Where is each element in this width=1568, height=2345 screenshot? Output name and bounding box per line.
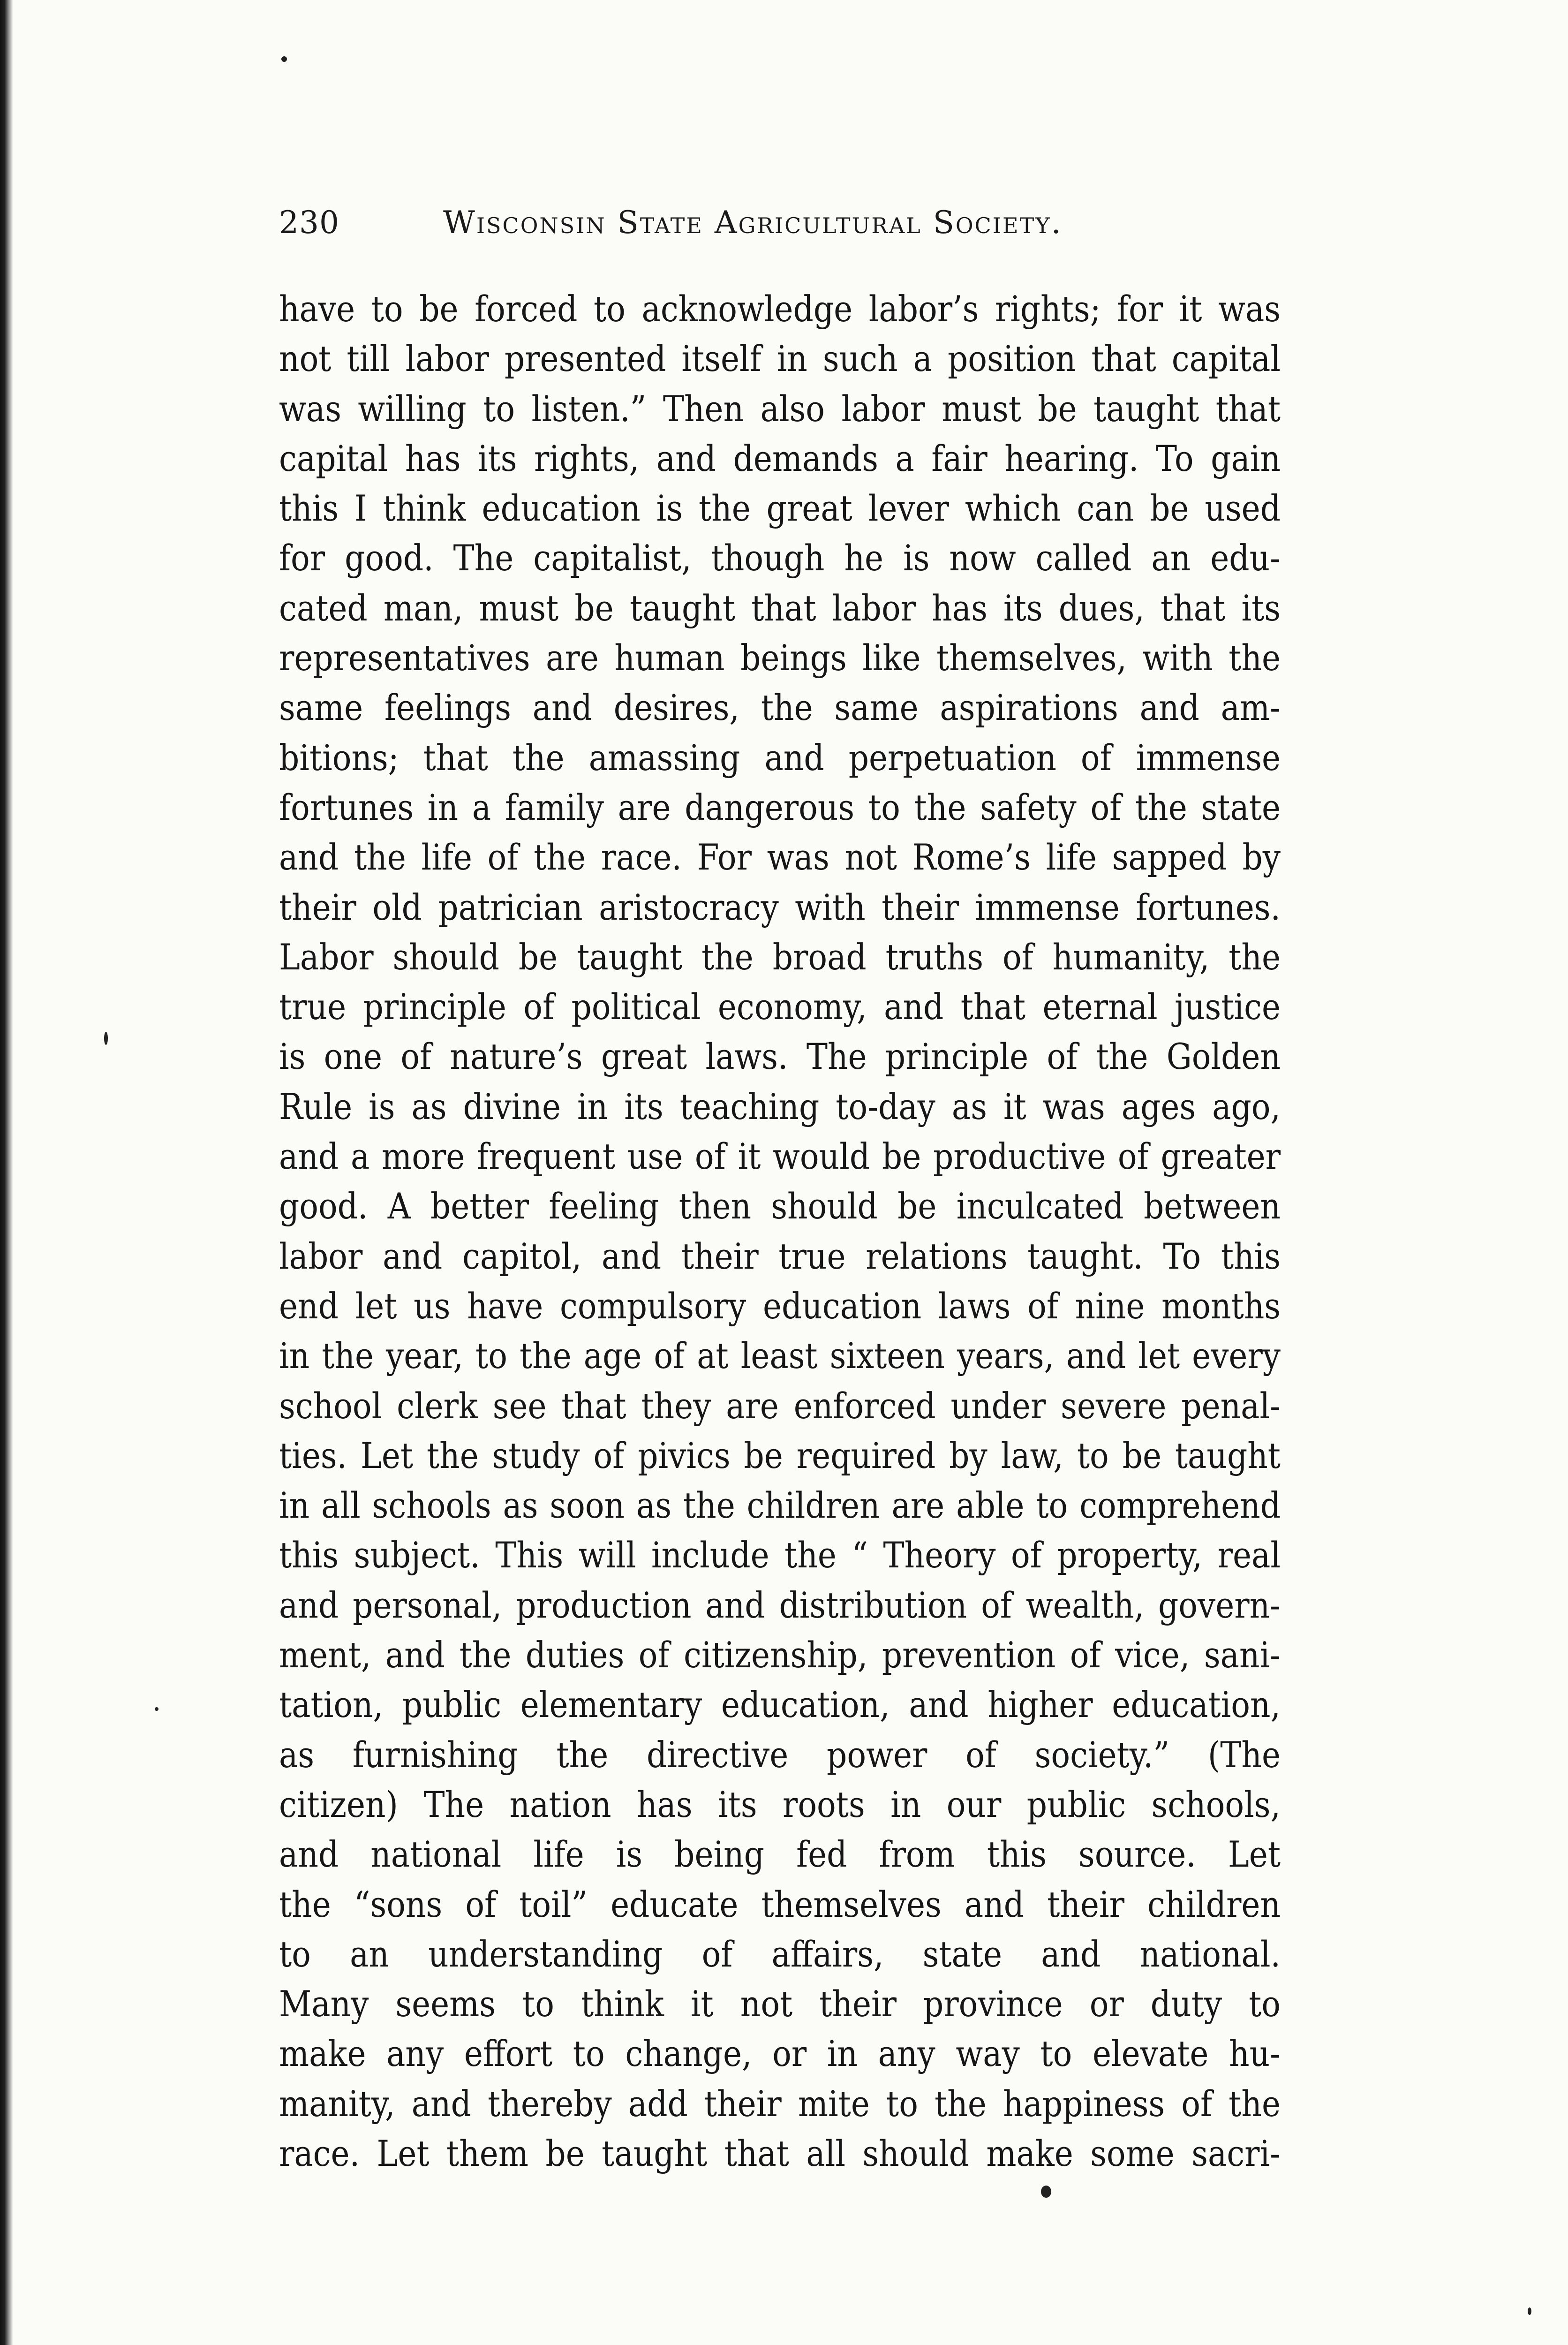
text-line: manity, and thereby add their mite to the happiness of the [279, 2082, 1281, 2125]
running-head: Wisconsin State Agricultural Society. [443, 204, 1063, 241]
ink-speck [155, 1707, 158, 1711]
text-line: Labor should be taught the broad truths of humanity, the [279, 936, 1281, 978]
text-line: in the year, to the age of at least sixteen years, and let every [279, 1335, 1281, 1377]
text-line: this subject. This will include the “ Theory of property, real [279, 1534, 1281, 1576]
text-line: same feelings and desires, the same aspirations and am- [279, 687, 1281, 729]
ink-speck [1041, 2186, 1051, 2198]
page-header [279, 197, 1282, 249]
text-line: have to be forced to acknowledge labor’s rights; for it was [279, 288, 1281, 330]
text-line: and national life is being fed from this source. Let [279, 1833, 1281, 1876]
text-line: not till labor presented itself in such a position that capital [279, 338, 1281, 380]
body-text [279, 284, 1281, 2179]
text-line: to an understanding of affairs, state and national. [279, 1933, 1281, 1975]
text-line: in all schools as soon as the children are able to comprehend [279, 1484, 1281, 1527]
ink-speck [1528, 2307, 1531, 2315]
text-line: fortunes in a family are dangerous to the safety of the state [279, 786, 1281, 828]
text-line: cated man, must be taught that labor has its dues, that its [279, 587, 1281, 629]
text-line: end let us have compulsory education laws of nine months [279, 1285, 1281, 1327]
text-line: good. A better feeling then should be inculcated between [279, 1185, 1281, 1227]
text-line: their old patrician aristocracy with their immense fortunes. [279, 886, 1281, 928]
text-line: Many seems to think it not their province or duty to [279, 1983, 1281, 2025]
text-line: and personal, production and distribution of wealth, govern- [279, 1584, 1281, 1626]
text-line: as furnishing the directive power of society.” (The [279, 1733, 1281, 1776]
text-line: race. Let them be taught that all should make some sacri- [279, 2132, 1281, 2174]
ink-speck [104, 1032, 108, 1045]
text-line: Rule is as divine in its teaching to-day as it was ages ago, [279, 1085, 1281, 1127]
ink-speck [281, 56, 287, 62]
text-line: capital has its rights, and demands a fair hearing. To gain [279, 437, 1281, 479]
text-line: ties. Let the study of pivics be required by law, to be taught [279, 1434, 1281, 1476]
text-line: ment, and the duties of citizenship, prevention of vice, sani- [279, 1634, 1281, 1676]
text-line: representatives are human beings like themselves, with the [279, 637, 1281, 679]
text-line: and the life of the race. For was not Rome’s life sapped by [279, 836, 1281, 878]
text-line: the “sons of toil” educate themselves and their children [279, 1883, 1281, 1925]
page-number: 230 [279, 204, 339, 241]
text-line: labor and capitol, and their true relations taught. To this [279, 1235, 1281, 1277]
text-line: this I think education is the great lever which can be used [279, 487, 1281, 530]
text-line: school clerk see that they are enforced under severe penal- [279, 1384, 1281, 1427]
text-line: tation, public elementary education, and higher education, [279, 1684, 1281, 1726]
text-line: is one of nature’s great laws. The principle of the Golden [279, 1036, 1281, 1078]
text-line: true principle of political economy, and that eternal justice [279, 986, 1281, 1028]
page-edge-left [0, 0, 13, 2345]
text-line: bitions; that the amassing and perpetuation of immense [279, 736, 1281, 779]
text-line: citizen) The nation has its roots in our public schools, [279, 1783, 1281, 1825]
text-line: make any effort to change, or in any way to elevate hu- [279, 2033, 1281, 2075]
text-line: for good. The capitalist, though he is now called an edu- [279, 537, 1281, 579]
text-line: and a more frequent use of it would be productive of greater [279, 1135, 1281, 1178]
text-line: was willing to listen.” Then also labor must be taught that [279, 387, 1281, 430]
